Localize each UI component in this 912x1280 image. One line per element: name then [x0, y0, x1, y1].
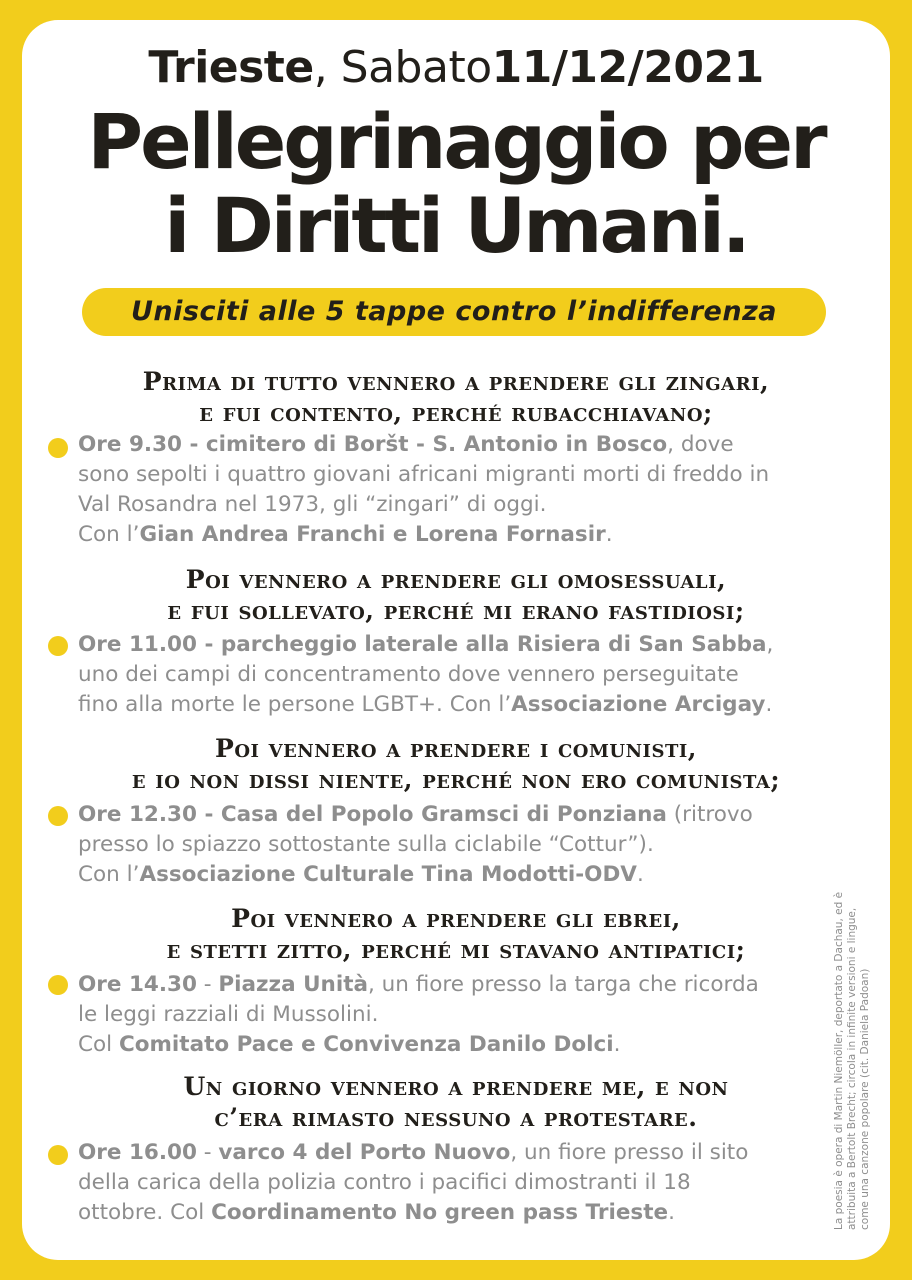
stop-end: . — [605, 522, 613, 547]
event-date: 11/12/2021 — [491, 42, 764, 93]
stop-end: . — [765, 692, 773, 717]
stop-1 — [78, 430, 778, 550]
stop-organizer: Gian Andrea Franchi e Lorena Fornasir — [139, 522, 606, 547]
stop-with-prefix: Con l’ — [78, 522, 140, 547]
bullet-icon — [48, 806, 68, 826]
poem-quote-1 — [60, 366, 852, 428]
bullet-icon — [48, 1145, 68, 1165]
stop-organizer: Coordinamento No green pass Trieste — [211, 1200, 669, 1225]
stop-3 — [78, 800, 778, 890]
stop-time-place: Ore 9.30 - cimitero di Boršt - S. Antonio in Bosco — [78, 432, 668, 457]
stop-organizer: Associazione Culturale Tina Modotti-ODV — [139, 862, 637, 887]
stop-end: . — [668, 1200, 675, 1225]
quote-text: Poi vennero a prendere gli omosessuali, e fui sollevato, perché mi erano fastidiosi; — [167, 565, 745, 625]
quote-text: Poi vennero a prendere i comunisti, e io non dissi niente, perché non ero comunista; — [131, 734, 781, 794]
stop-organizer: Comitato Pace e Convivenza Danilo Dolci — [118, 1032, 614, 1057]
event-header — [0, 40, 912, 96]
stop-with-prefix: Col — [163, 1200, 212, 1225]
quote-text: Un giorno vennero a prendere me, e non c’era rimasto nessuno a protestare. — [183, 1072, 729, 1132]
stop-2 — [78, 630, 778, 720]
stop-description: , un fiore presso la targa che ricorda le leggi razziali di Mussolini. — [78, 972, 759, 1027]
bullet-icon — [48, 975, 68, 995]
event-city: Trieste — [148, 42, 314, 93]
stop-time-place: Ore 12.30 - Casa del Popolo Gramsci di Ponziana — [78, 802, 667, 827]
poem-quote-4 — [60, 903, 852, 965]
stop-description: , un fiore presso il sito della carica della polizia contro i pacifici dimostranti il 18 ottobre. — [78, 1140, 749, 1225]
stop-description: , dove sono sepolti i quattro giovani africani migranti morti di freddo in Val Rosandra nel 1973, gli “zingari” di oggi. — [78, 432, 770, 517]
stop-description: , uno dei campi di concentramento dove vennero perseguitate fino alla morte le persone LGBT+. — [78, 632, 774, 717]
title-line-1: Pellegrinaggio per — [87, 97, 825, 186]
stop-with-prefix: Col — [78, 1032, 119, 1057]
bullet-icon — [48, 438, 68, 458]
quote-text: Poi vennero a prendere gli ebrei, e stetti zitto, perché mi stavano antipatici; — [166, 904, 746, 964]
stop-time-place: Ore 11.00 - parcheggio laterale alla Risiera di San Sabba — [78, 632, 767, 657]
title-line-2: i Diritti Umani. — [164, 181, 748, 270]
stop-with-prefix: Con l’ — [442, 692, 512, 717]
stop-5 — [78, 1138, 778, 1228]
stop-place: Piazza Unità — [218, 972, 368, 997]
stop-time: Ore 14.30 — [78, 972, 197, 997]
stop-end: . — [613, 1032, 621, 1057]
stop-separator: - — [196, 972, 219, 997]
stop-with-prefix: Con l’ — [78, 862, 140, 887]
event-day: , Sabato — [313, 42, 492, 93]
page-title — [0, 97, 912, 270]
stop-time: Ore 16.00 — [78, 1140, 197, 1165]
subtitle-pill: Unisciti alle 5 tappe contro l’indifferenza — [82, 288, 826, 336]
quote-text: Prima di tutto vennero a prendere gli zingari, e fui contento, perché rubacchiavano; — [142, 367, 770, 427]
stop-description: (ritrovo presso lo spiazzo sottostante sulla ciclabile “Cottur”). — [78, 802, 753, 857]
stop-organizer: Associazione Arcigay — [511, 692, 766, 717]
stop-end: . — [636, 862, 644, 887]
stop-4 — [78, 970, 778, 1060]
stop-place: varco 4 del Porto Nuovo — [218, 1140, 511, 1165]
poem-quote-5 — [60, 1071, 852, 1133]
poem-quote-2 — [60, 564, 852, 626]
stop-separator: - — [196, 1140, 219, 1165]
bullet-icon — [48, 636, 68, 656]
poem-quote-3 — [60, 733, 852, 795]
poem-attribution-note: La poesia è opera di Martin Niemöller, deportato a Dachau, ed è attribuita a Bertolt Brecht; circola in infinite versioni e lingue, come una canzone popolare (cit. Daniela Padoan) — [833, 891, 871, 1230]
